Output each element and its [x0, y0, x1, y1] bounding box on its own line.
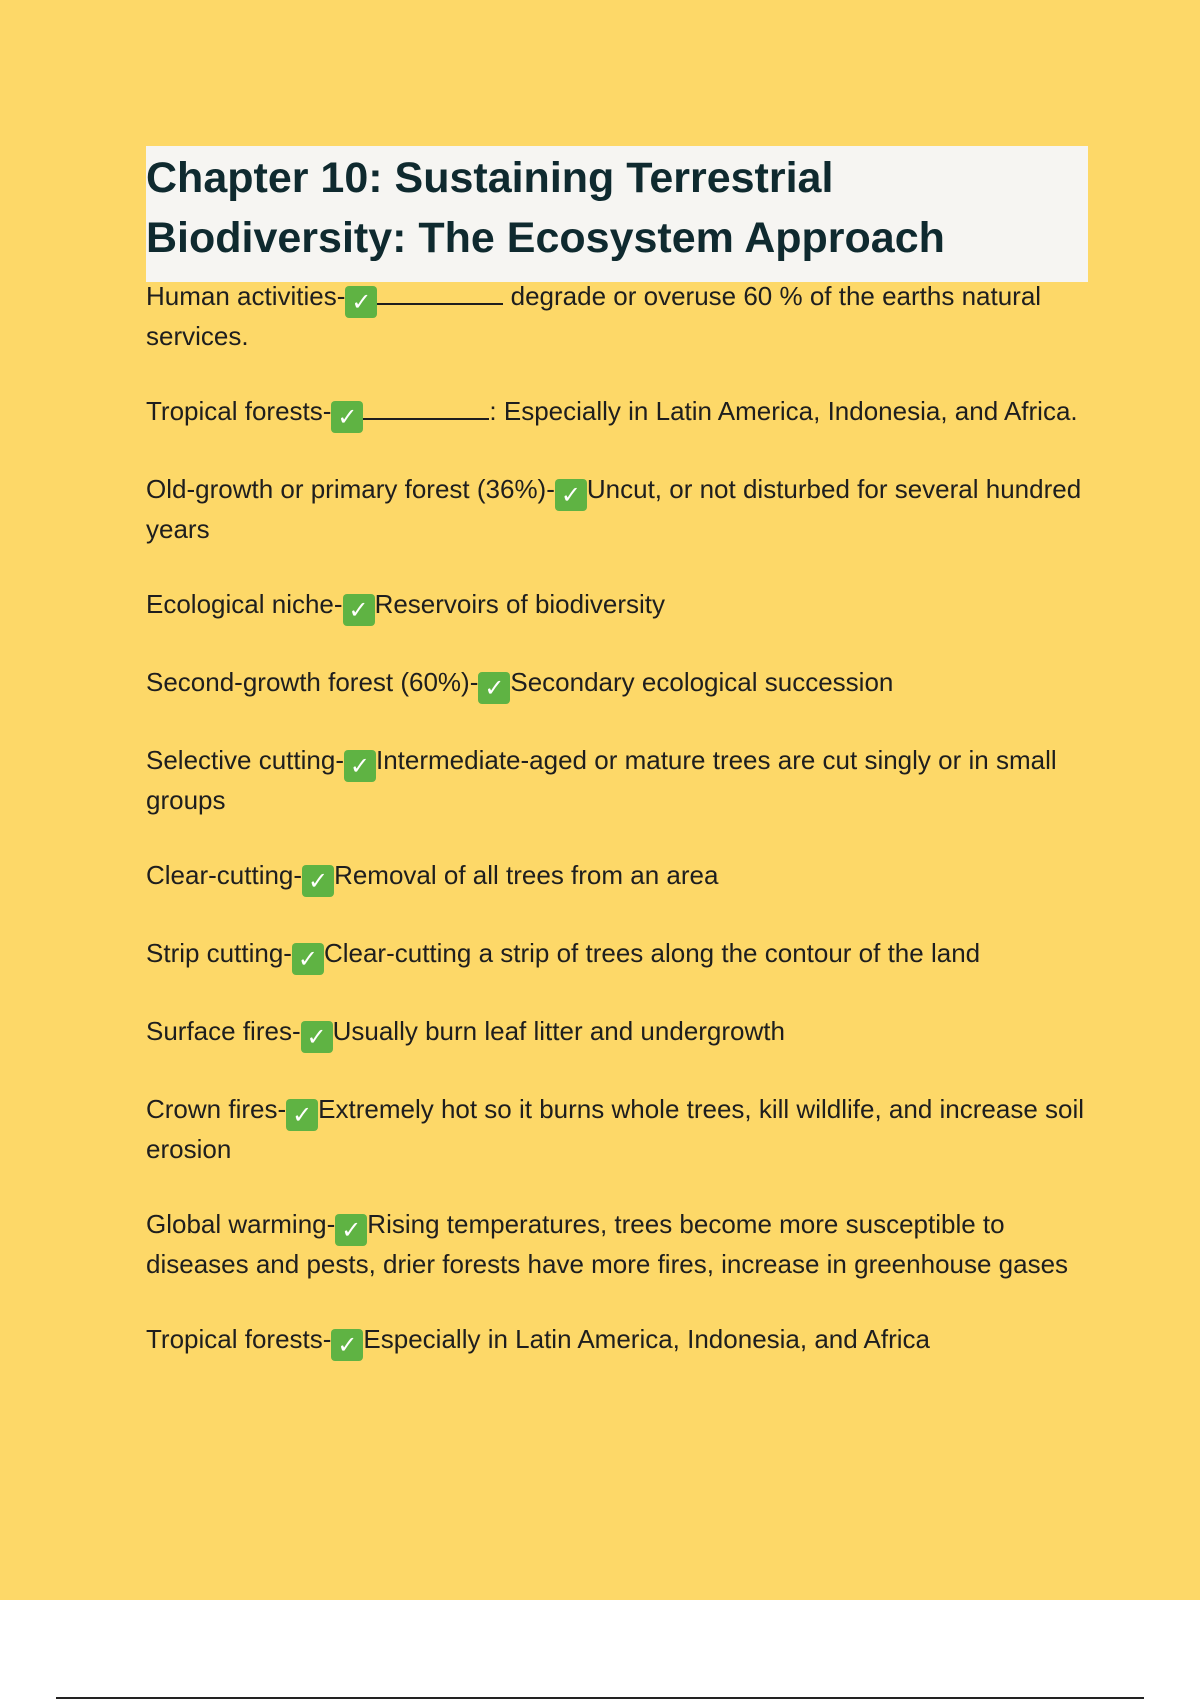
entry-term: Human activities-: [146, 281, 346, 311]
check-mark-icon: ✓: [331, 401, 363, 433]
entry-definition: Uncut, or not disturbed for several hundred years: [146, 474, 1082, 544]
entry-definition: Removal of all trees from an area: [334, 860, 719, 890]
check-mark-icon: ✓: [335, 1214, 367, 1246]
entry-term: Global warming-: [146, 1209, 336, 1239]
check-mark-icon: ✓: [286, 1099, 318, 1131]
flashcard-entry: [146, 471, 1086, 548]
chapter-title: Chapter 10: Sustaining Terrestrial Biodiversity: The Ecosystem Approach: [146, 154, 945, 262]
entry-definition: Intermediate-aged or mature trees are cut singly or in small groups: [146, 745, 1057, 815]
flashcard-list: [146, 278, 1086, 1399]
check-mark-icon: ✓: [345, 286, 377, 318]
flashcard-entry: [146, 935, 1086, 975]
flashcard-entry: [146, 1206, 1086, 1283]
check-mark-icon: ✓: [331, 1329, 363, 1361]
entry-term: Old-growth or primary forest (36%)-: [146, 474, 555, 504]
fill-in-blank: [377, 281, 503, 305]
entry-definition: Reservoirs of biodiversity: [374, 589, 665, 619]
entry-definition: degrade or overuse 60 % of the earths natural services.: [146, 281, 1042, 351]
flashcard-entry: [146, 857, 1086, 897]
entry-term: Second-growth forest (60%)-: [146, 667, 479, 697]
flashcard-entry: [146, 1091, 1086, 1168]
flashcard-entry: [146, 393, 1086, 433]
check-mark-icon: ✓: [478, 672, 510, 704]
entry-term: Strip cutting-: [146, 938, 292, 968]
flashcard-entry: [146, 664, 1086, 704]
page-divider: [56, 1697, 1144, 1699]
flashcard-entry: [146, 742, 1086, 819]
check-mark-icon: ✓: [344, 750, 376, 782]
flashcard-entry: [146, 1321, 1086, 1361]
entry-term: Crown fires-: [146, 1094, 287, 1124]
check-mark-icon: ✓: [343, 594, 375, 626]
fill-in-blank: [363, 396, 489, 420]
flashcard-entry: [146, 278, 1086, 355]
entry-term: Selective cutting-: [146, 745, 344, 775]
check-mark-icon: ✓: [292, 943, 324, 975]
entry-definition: Clear-cutting a strip of trees along the contour of the land: [323, 938, 981, 968]
entry-definition: Secondary ecological succession: [510, 667, 894, 697]
entry-definition: : Especially in Latin America, Indonesia, and Africa.: [489, 396, 1078, 426]
entry-term: Surface fires-: [146, 1016, 301, 1046]
entry-definition: Usually burn leaf litter and undergrowth: [332, 1016, 785, 1046]
entry-term: Ecological niche-: [146, 589, 343, 619]
entry-term: Clear-cutting-: [146, 860, 303, 890]
entry-definition: Extremely hot so it burns whole trees, kill wildlife, and increase soil erosion: [146, 1094, 1085, 1164]
entry-term: Tropical forests-: [146, 1324, 332, 1354]
check-mark-icon: ✓: [555, 479, 587, 511]
flashcard-entry: [146, 586, 1086, 626]
check-mark-icon: ✓: [301, 1021, 333, 1053]
entry-definition: Especially in Latin America, Indonesia, and Africa: [363, 1324, 930, 1354]
entry-definition: Rising temperatures, trees become more susceptible to diseases and pests, drier forests have more fires, increase in greenhouse gases: [146, 1209, 1069, 1279]
flashcard-entry: [146, 1013, 1086, 1053]
entry-term: Tropical forests-: [146, 396, 332, 426]
check-mark-icon: ✓: [302, 865, 334, 897]
